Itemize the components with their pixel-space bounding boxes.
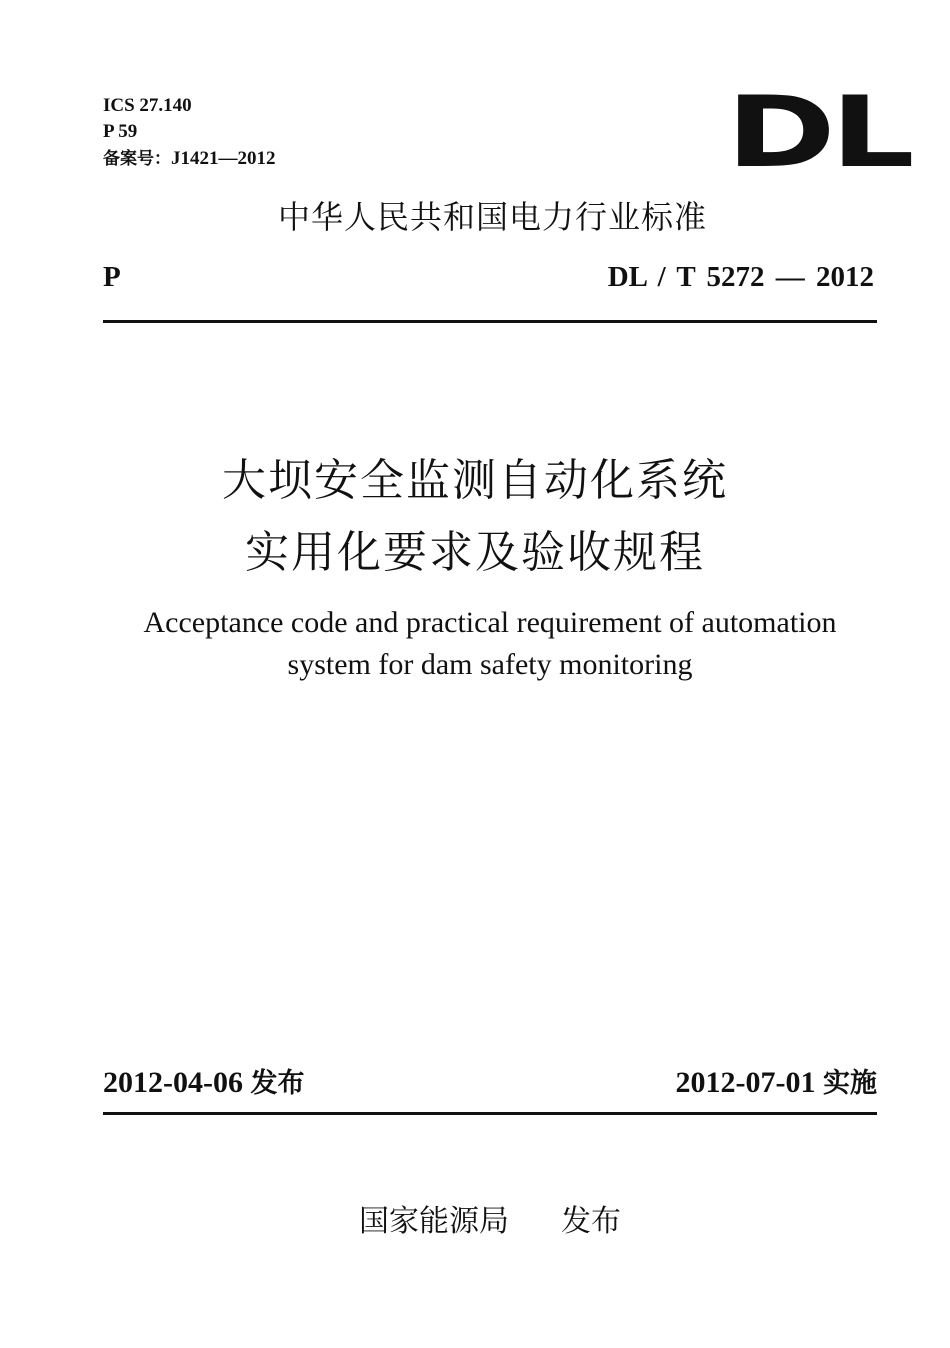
record-value: J1421—2012 <box>171 148 276 169</box>
implement-label: 实施 <box>823 1068 877 1099</box>
issue-date-value: 2012-04-06 <box>103 1066 243 1099</box>
title-cn-line1: 大坝安全监测自动化系统 <box>222 455 728 506</box>
p-code: P 59 <box>103 121 138 142</box>
bottom-divider <box>103 1112 877 1115</box>
standard-number: DL / T 5272 — 2012 <box>607 261 874 293</box>
dl-logo: DL <box>726 76 910 190</box>
publisher-action: 发布 <box>561 1204 621 1239</box>
title-en-line1: Acceptance code and practical requirement of automation <box>143 606 837 639</box>
category-letter: P <box>103 261 121 293</box>
publisher-line <box>0 1200 950 1244</box>
ics-code: ICS 27.140 <box>103 95 192 116</box>
implementation-date <box>676 1063 877 1104</box>
record-label: 备案号： <box>103 149 171 169</box>
issue-date <box>103 1063 304 1104</box>
issue-label: 发布 <box>250 1068 305 1099</box>
title-cn-line2: 实用化要求及验收规程 <box>245 527 705 578</box>
title-en-line2: system for dam safety monitoring <box>287 648 693 681</box>
record-number <box>103 147 276 171</box>
industry-standard-heading: 中华人民共和国电力行业标准 <box>278 198 708 236</box>
top-divider <box>103 320 877 323</box>
implement-date-value: 2012-07-01 <box>675 1066 816 1099</box>
publisher-name: 国家能源局 <box>359 1204 509 1239</box>
